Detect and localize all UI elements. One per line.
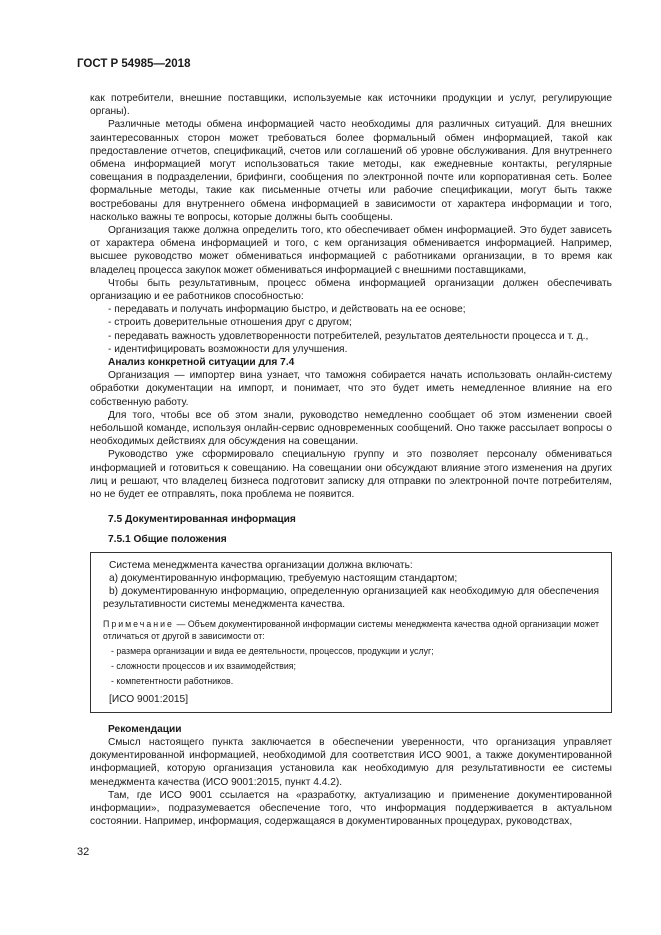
- paragraph: Организация также должна определить того, кто обеспечивает обмен информацией. Это будет зависеть от характера обмена информацией и того, с кем организация обменивается информацией. Например, высшее руководство может обмениваться информацией с работниками организации, в то время как владелец процесса закупок может обмениваться информацией с внешними поставщиками,: [90, 225, 612, 276]
- requirement-box: [90, 552, 612, 713]
- note-item: - компетентности работников.: [111, 675, 234, 686]
- case-paragraph: Руководство уже сформировало специальную группу и это позволяет персоналу обмениваться информацией и готовиться к совещанию. На совещании они обсуждают влияние этого изменения на других лиц и решают, что владелец бизнеса подготовит записку для отправки по электронной почте потребителям, но не будет ее отправлять, пока проблема не появится.: [90, 449, 612, 501]
- paragraph: Чтобы быть результативным, процесс обмена информацией организации должен обеспечивать организацию и ее работников способностью:: [90, 277, 612, 303]
- list-item: - передавать важность удовлетворенности потребителей, результатов деятельности процесса и т. д.,: [108, 330, 589, 342]
- page-number: 32: [77, 846, 90, 858]
- paragraph: как потребители, внешние поставщики, используемые как источники продукции и услуг, регулирующие органы).: [90, 93, 612, 118]
- note-item: - размера организации и вида ее деятельности, процессов, продукции и услуг;: [111, 645, 434, 656]
- note: [103, 618, 599, 642]
- recommendations-title: Рекомендации: [108, 723, 182, 735]
- recommendations-paragraph: Там, где ИСО 9001 ссылается на «разработку, актуализацию и применение документированной информации», подразумевается обеспечение того, что информация поддерживается в актуальном состоянии. Например, информация, содержащаяся в документированных процедурах, руководствах,: [90, 789, 612, 828]
- requirement-line: b) документированную информацию, определенную организацией как необходимую для обеспечения результативности системы менеджмента качества.: [103, 586, 599, 611]
- case-paragraph: Для того, чтобы все об этом знали, руководство немедленно сообщает об этом изменении своей небольшой команде, используя онлайн-сервис одновременных сообщений. Оно также рассылает вопросы о необходимых действиях для обсуждения на совещании.: [90, 409, 612, 448]
- list-item: - строить доверительные отношения друг с другом;: [108, 317, 352, 329]
- section-title: 7.5 Документированная информация: [108, 514, 296, 526]
- paragraph: Различные методы обмена информацией часто необходимы для различных ситуаций. Для внешних заинтересованных сторон может требоваться более формальный обмен информацией, такой как предоставление отчетов, спецификаций, счетов или соглашений об уровне обслуживания. Для внутреннего обмена информацией могут использоваться такие методы, как ежедневные контакты, регулярные совещания в подразделении, брифинги, сообщения по электронной почте или корпоративная сеть. Более формальные методы, такие как письменные отчеты или рабочие спецификации, могут быть также востребованы для внутреннего обмена информацией в зависимости от характера информации и того, насколько важны те вопросы, которые должны быть сообщены.: [90, 119, 612, 223]
- page-content: [90, 92, 612, 828]
- note-label: Примечание: [103, 618, 174, 629]
- subsection-title: 7.5.1 Общие положения: [108, 533, 227, 545]
- document-header: ГОСТ Р 54985—2018: [77, 58, 191, 70]
- list-item: - идентифицировать возможности для улучшения.: [108, 343, 348, 355]
- case-paragraph: Организация — импортер вина узнает, что таможня собирается начать использовать онлайн-систему обработки документации на импорт, и понимает, что это будет иметь немедленное влияние на его собственную работу.: [90, 370, 612, 408]
- requirement-line: Система менеджмента качества организации должна включать:: [109, 559, 413, 571]
- note-text: — Объем документированной информации системы менеджмента качества одной организации может отличаться от другой в зависимости от:: [103, 618, 599, 641]
- recommendations-paragraph: Смысл настоящего пункта заключается в обеспечении уверенности, что организация управляет документированной информацией, необходимой для соответствия ИСО 9001, а также документированной информацией, которую организация установила как необходимую для результативности ее системы менеджмента качества (ИСО 9001:2015, пункт 4.4.2).: [90, 736, 612, 788]
- source-reference: [ИСО 9001:2015]: [109, 693, 189, 705]
- requirement-line: a) документированную информацию, требуемую настоящим стандартом;: [109, 572, 458, 584]
- list-item: - передавать и получать информацию быстро, и действовать на ее основе;: [108, 304, 466, 316]
- case-title: Анализ конкретной ситуации для 7.4: [108, 357, 295, 369]
- note-item: - сложности процессов и их взаимодействия;: [111, 660, 296, 671]
